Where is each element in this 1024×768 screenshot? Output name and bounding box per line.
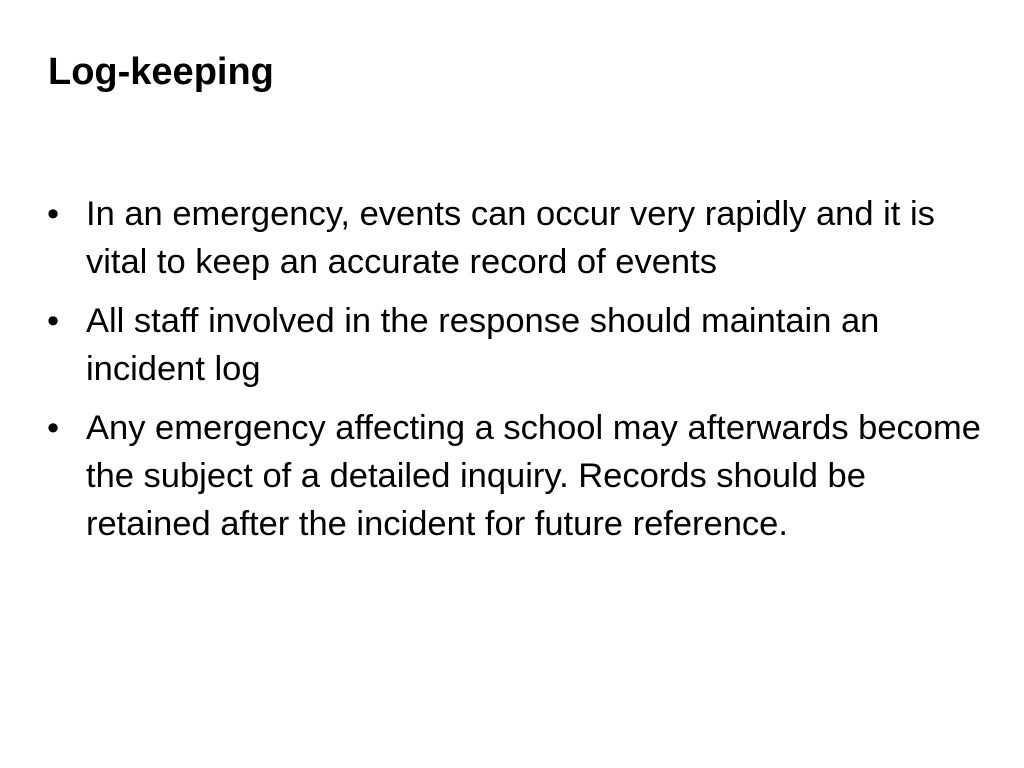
bullet-item [46,297,986,393]
bullet-text: All staff involved in the response should maintain an incident log [86,302,880,388]
bullet-dot-icon: • [47,302,60,340]
bullet-dot-icon: • [47,409,60,447]
bullet-text: Any emergency affecting a school may afterwards become the subject of a detailed inquiry. Records should be retained after the incident for future reference. [86,409,981,543]
bullet-text: In an emergency, events can occur very rapidly and it is vital to keep an accurate record of events [86,195,935,281]
bullet-dot-icon: • [47,195,60,233]
bullet-item [46,190,986,286]
bullet-list [46,190,986,559]
slide-title: Log-keeping [48,51,274,93]
bullet-item [46,404,986,548]
